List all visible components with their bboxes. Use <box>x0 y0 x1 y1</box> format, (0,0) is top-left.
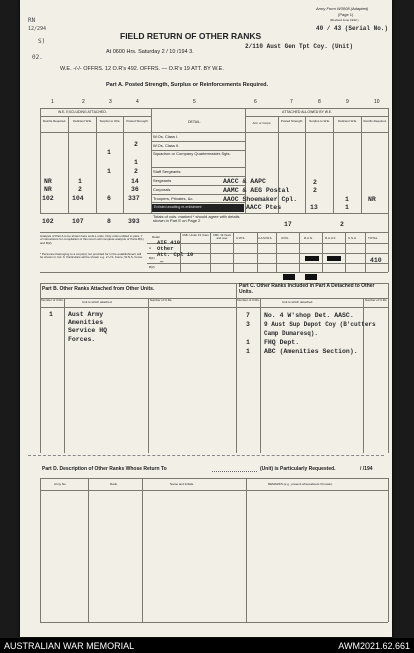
part-b-heading: Part B. Other Ranks Attached from Other Units. <box>42 286 155 292</box>
attached-allowed-header: ATTACHED ALLOWED BY W.E. <box>282 110 333 114</box>
part-d-unit-label: (Unit) is Particularly Requested. <box>260 466 336 472</box>
wo2-posted: 2 <box>134 141 138 148</box>
margin-mark-3: S) <box>38 38 46 45</box>
pte-posted: 337 <box>128 195 140 202</box>
table-line <box>305 116 306 213</box>
table-line <box>123 116 124 213</box>
analysis-col-detail: Detail <box>152 235 160 239</box>
redaction-mark <box>305 256 319 261</box>
analysis-col-raaf: R.A.A.F. <box>325 236 337 240</box>
archive-reference: AWM2021.62.661 <box>338 641 410 651</box>
col-number-9: 9 <box>346 99 349 105</box>
part-c-number-4: 1 <box>246 339 250 346</box>
analysis-row-b2: B(2) <box>149 265 155 269</box>
part-c-heading: Part C. Other Ranks Included in Part A Detached to Other Units. <box>239 283 375 295</box>
part-b-unit-line-4: Forces. <box>68 336 96 343</box>
detail-totals: Totals of cols. marked * should agree with details shown in Part E on Page 2 <box>153 214 240 224</box>
analysis-detail-2: Other <box>157 245 174 252</box>
redaction-mark <box>327 256 341 261</box>
margin-mark-2: 12/294 <box>28 26 47 32</box>
part-c-number-5: 1 <box>246 348 250 355</box>
part-c-unit-4: FHQ Dept. <box>264 339 300 346</box>
table-line <box>361 116 362 213</box>
part-b-col-number-2: Number of O.Rs. <box>149 298 173 302</box>
cpl-reinfts: NR <box>44 186 52 193</box>
col-number-5: 5 <box>193 99 196 105</box>
table-line <box>276 232 277 272</box>
sgt-reinfts: NR <box>44 178 52 185</box>
table-line <box>388 478 389 622</box>
part-b-unit-line-1: Aust Army <box>68 311 104 318</box>
col-number-1: 1 <box>51 99 54 105</box>
analysis-col-aws: A.W.S. <box>236 236 246 240</box>
cpl-posted: 36 <box>131 186 139 193</box>
analysis-detail-1: AIF 410 <box>157 239 181 246</box>
serial-number: 40 / 43 (Serial No.) <box>316 25 389 32</box>
reinfts-header-10: Reinfts Required. <box>363 119 387 123</box>
part-d-col-rank: Rank. <box>110 482 118 486</box>
analysis-instructions: Analysis of Part A to be shown here at ALL units. Only units entitled in para. 7 of instructions for compilation of this return will complete analysis of Parts B(1) and B(2). <box>40 234 144 245</box>
sgt-arm-corps: AACC & AAPC <box>223 178 266 185</box>
pte-att-reinfts: NR <box>368 196 376 203</box>
table-line <box>40 478 41 622</box>
table-line <box>40 272 388 273</box>
pte-reinfts: 102 <box>42 195 54 202</box>
archive-name: AUSTRALIAN WAR MEMORIAL <box>4 641 135 651</box>
enlisted-att-posted: 13 <box>310 204 318 211</box>
table-line <box>147 243 388 244</box>
detail-wo-class-1: W.Os. Class I. <box>153 134 179 139</box>
table-line <box>151 141 245 142</box>
archive-footer <box>0 638 414 653</box>
detail-wo-class-2: W.Os. Class II. <box>153 143 180 148</box>
table-line <box>40 283 41 453</box>
redaction-mark <box>283 274 295 280</box>
cpl-att-posted: 2 <box>313 187 317 194</box>
pte-att-deficient: 1 <box>345 196 349 203</box>
analysis-detail-3: Att. Cpl 10 <box>157 251 194 258</box>
detail-enlisted: Enlisted awaiting re-enlistment <box>154 205 202 209</box>
ssgt-posted: 2 <box>134 168 138 175</box>
ssgt-surplus: 1 <box>107 168 111 175</box>
total-deficient: 107 <box>72 218 84 225</box>
part-d-col-name: Name and Initials. <box>170 482 195 486</box>
surplus-header-3: Surplus to W.E. <box>99 119 121 123</box>
sgt-deficient: 1 <box>78 178 82 185</box>
detail-corporals: Corporals <box>153 187 171 192</box>
part-d-col-remarks: REMARKS (e.g., present whereabouts if known). <box>268 482 334 486</box>
enlisted-arm-corps: AACC Ptes <box>246 204 282 211</box>
part-c-col-number: Number of O.Rs. <box>237 298 260 302</box>
table-line <box>246 478 247 622</box>
part-c-unit-1: No. 4 W'shop Det. AASC. <box>264 312 354 319</box>
table-line <box>333 116 334 213</box>
part-b-col-number: Number of O.Rs. <box>41 298 64 302</box>
surplus-header-8: Surplus to W.E. <box>309 119 330 123</box>
table-line <box>151 167 245 168</box>
analysis-total-value: 410 <box>370 257 382 264</box>
cqms-posted: 1 <box>134 159 138 166</box>
cpl-deficient: 2 <box>78 186 82 193</box>
part-c-number-2: 3 <box>246 321 250 328</box>
part-d-col-army-no: Army No. <box>54 482 67 486</box>
posted-header-4: Posted Strength. <box>126 119 149 123</box>
col-number-10: 10 <box>374 99 380 105</box>
revision-date: (Revised June 1942.) <box>330 18 359 22</box>
margin-mark-4: 02. <box>32 54 43 61</box>
table-line <box>40 622 388 623</box>
analysis-row-b1: B(1) <box>149 256 155 260</box>
wo2-surplus: 1 <box>107 149 111 156</box>
table-line <box>151 176 245 177</box>
col-number-8: 8 <box>318 99 321 105</box>
table-line <box>64 298 65 453</box>
detail-sergeants: Sergeants <box>153 178 172 183</box>
cpl-arm-corps: AAMC & AEG Postal <box>223 187 290 194</box>
table-line <box>147 263 388 264</box>
part-c-unit-5: ABC (Amenities Section). <box>264 348 358 355</box>
table-line <box>40 298 388 299</box>
part-d-unit-blank <box>212 466 257 472</box>
table-line <box>148 298 149 453</box>
col-number-6: 6 <box>254 99 257 105</box>
detail-staff-sergeants: Staff Sergeants <box>153 169 181 174</box>
table-line <box>40 108 388 109</box>
table-line <box>233 232 234 272</box>
part-c-col-unit: Unit to which detached. <box>282 300 314 304</box>
analysis-col-usa: U.S.A. <box>348 236 357 240</box>
arm-header-6: Arm or Corps. <box>252 121 272 125</box>
table-line <box>96 116 97 213</box>
part-b-unit-line-3: Service HQ <box>68 327 108 334</box>
we-strength-line: W.E. -/-/- OFFRS. 12 O.R's 492. OFFRS. — O.R's 19 ATT. BY W.E. <box>60 66 224 72</box>
analysis-col-civil: CIVIL <box>281 236 289 240</box>
analysis-detail-4: — <box>160 258 164 265</box>
table-line <box>345 232 346 272</box>
table-line <box>40 132 388 133</box>
total-reinfts: 102 <box>42 218 54 225</box>
table-line <box>151 108 152 213</box>
col-number-2: 2 <box>82 99 85 105</box>
col-number-3: 3 <box>109 99 112 105</box>
pte-arm-corps: AAOC Shoemaker Cpl. <box>223 196 298 203</box>
part-d-date: / /194 <box>360 466 373 472</box>
return-date-line: At 0600 Hrs. Saturday 2 / 10 /194 3. <box>106 49 194 55</box>
part-d-heading: Part D. Description of Other Ranks Whose Return To <box>42 466 167 472</box>
page-number: (Page 1) <box>338 12 354 17</box>
table-line <box>388 108 389 272</box>
detail-cqms: Squadron or Company Quartermaster-Sgts. <box>153 151 231 156</box>
margin-mark-1: RN <box>28 17 36 24</box>
sgt-att-posted: 2 <box>313 179 317 186</box>
analysis-col-cmf-over: CMF. 19 Years and over <box>212 233 232 241</box>
col-number-4: 4 <box>136 99 139 105</box>
part-c-unit-3: Camp Dumaresq). <box>264 330 319 337</box>
enlisted-att-deficient: 1 <box>345 204 349 211</box>
table-line <box>236 283 237 453</box>
posted-header-7: Posted Strength. <box>280 119 304 123</box>
table-line <box>245 116 388 117</box>
table-line <box>40 478 388 479</box>
table-line <box>142 478 143 622</box>
part-b-col-unit: Unit to which attached. <box>82 300 113 304</box>
total-posted: 393 <box>128 218 140 225</box>
form-sheet <box>20 0 392 637</box>
table-line <box>260 298 261 453</box>
part-c-col-number-2: Number of O.Rs. <box>364 298 388 302</box>
analysis-col-aamws: A.A.M.W.S. <box>258 236 273 240</box>
analysis-col-ran: R.A.N. <box>304 236 313 240</box>
detail-troopers: Troopers, Privates, &c. <box>153 196 194 201</box>
analysis-col-total: TOTAL <box>368 236 378 240</box>
sgt-posted: 14 <box>131 178 139 185</box>
table-line <box>68 116 69 213</box>
form-number: Army Form W3008 (Adapted) <box>316 6 369 11</box>
reinfts-header-1: Reinfts Required. <box>42 119 67 123</box>
total-surplus: 8 <box>107 218 111 225</box>
redaction-mark <box>305 274 317 280</box>
analysis-note: * Personnel belonging to a corps(s) not provided for in the establishment will be shown in Col. 6. Particulars will be shown e.g. 2 U.S. Force, W.N.S. Force. <box>40 252 144 260</box>
part-b-unit-line-2: Amenities <box>68 319 104 326</box>
we-excluding-header: W.E. EXCLUDING ATTACHED. <box>58 110 107 114</box>
analysis-col-cmf-under: CMF. Under 19 Years <box>182 233 209 237</box>
detail-header: DETAIL. <box>188 120 201 124</box>
total-att-deficient: 2 <box>340 221 344 228</box>
table-line <box>365 232 366 272</box>
dashed-separator <box>28 455 384 456</box>
table-line <box>40 108 41 213</box>
part-b-number: 1 <box>49 311 53 318</box>
table-line <box>40 490 388 491</box>
table-line <box>40 307 388 308</box>
pte-surplus: 6 <box>107 195 111 202</box>
part-a-heading: Part A. Posted Strength, Surplus or Reinforcements Required. <box>106 82 269 88</box>
table-line <box>88 478 89 622</box>
table-line <box>388 283 389 453</box>
unit-name: 2/110 Aust Gen Tpt Coy. (Unit) <box>245 43 354 50</box>
pte-deficient: 104 <box>72 195 84 202</box>
form-title: FIELD RETURN OF OTHER RANKS <box>120 31 262 41</box>
part-c-unit-2: 9 Aust Sup Depot Coy (B'cutters <box>264 321 376 328</box>
deficient-header-2: Deficient W.E. <box>73 119 92 123</box>
col-number-7: 7 <box>290 99 293 105</box>
table-line <box>299 232 300 272</box>
analysis-row-a: A <box>149 246 152 250</box>
part-c-number-1: 7 <box>246 312 250 319</box>
deficient-header-9: Deficient W.E. <box>338 119 357 123</box>
total-att-posted: 17 <box>284 221 292 228</box>
table-line <box>322 232 323 272</box>
